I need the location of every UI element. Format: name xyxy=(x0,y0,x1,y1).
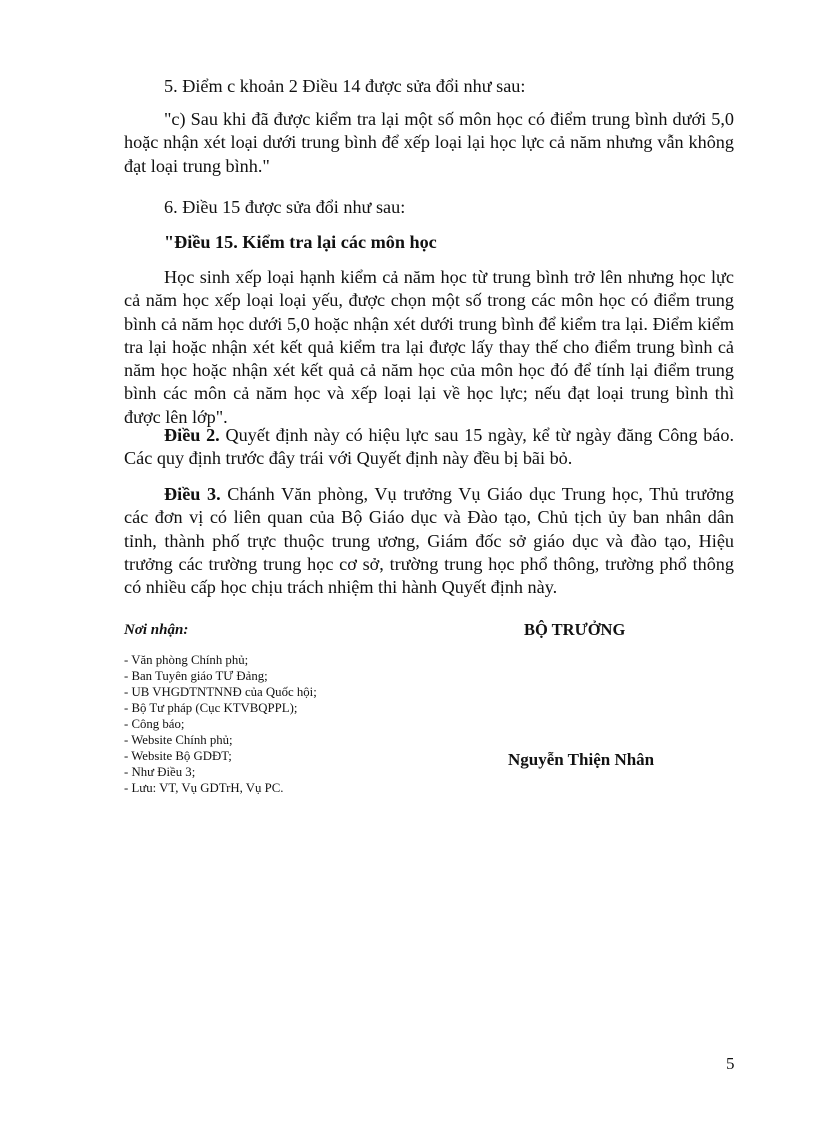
recipient-item: - Website Bộ GDĐT; xyxy=(124,749,232,763)
article-2-text: Quyết định này có hiệu lực sau 15 ngày, kể từ ngày đăng Công báo. Các quy định trước đây trái với Quyết định này đều bị bãi bỏ. xyxy=(124,425,734,469)
signer-name: Nguyễn Thiện Nhân xyxy=(508,750,655,769)
recipient-item: - Như Điều 3; xyxy=(124,765,196,779)
article-15-paragraph: Học sinh xếp loại hạnh kiểm cả năm học từ trung bình trở lên nhưng học lực cả năm học xếp loại loại yếu, được chọn một số trong các môn học có điểm trung bình cả năm học dưới 5,0 hoặc nhận xét dưới trung bình để kiểm tra lại. Điểm kiểm tra lại hoặc nhận xét kết quả kiểm tra lại được lấy thay thế cho điểm trung bình cả năm học hoặc nhận xét kết quả cả năm học của môn học đó để tính lại điểm trung bình các môn cả năm học và xếp loại lại về học lực; nếu đạt loại trung bình thì được lên lớp". xyxy=(124,267,734,427)
article-3-text: Chánh Văn phòng, Vụ trưởng Vụ Giáo dục Trung học, Thủ trưởng các đơn vị có liên quan của Bộ Giáo dục và Đào tạo, Chủ tịch ủy ban nhân dân tỉnh, thành phố trực thuộc trung ương, Giám đốc sở giáo dục và đào tạo, Hiệu trưởng các trường trung học cơ sở, trường trung học phổ thông, trường phổ thông có nhiều cấp học chịu trách nhiệm thi hành Quyết định này. xyxy=(124,484,734,598)
recipient-item: - Lưu: VT, Vụ GDTrH, Vụ PC. xyxy=(124,781,284,795)
article-2-paragraph xyxy=(124,424,734,471)
amendment-5-heading xyxy=(124,75,734,98)
signer-title: BỘ TRƯỞNG xyxy=(524,620,626,639)
article-2-block xyxy=(124,424,734,471)
article-2-label: Điều 2. xyxy=(164,425,220,445)
recipients-heading: Nơi nhận: xyxy=(124,622,189,638)
paragraph-amendment-6: 6. Điều 15 được sửa đổi như sau: xyxy=(164,197,406,217)
recipient-item: - UB VHGDTNTNNĐ của Quốc hội; xyxy=(124,685,317,699)
article-15-heading: "Điều 15. Kiểm tra lại các môn học xyxy=(164,232,437,252)
paragraph-amendment-5: 5. Điểm c khoản 2 Điều 14 được sửa đổi như sau: xyxy=(164,76,526,96)
page-number: 5 xyxy=(726,1054,735,1073)
recipients-list xyxy=(124,652,317,796)
article-15-body xyxy=(124,266,734,429)
article-3-block xyxy=(124,483,734,599)
recipient-item: - Bộ Tư pháp (Cục KTVBQPPL); xyxy=(124,701,298,715)
recipient-item: - Website Chính phủ; xyxy=(124,733,233,747)
recipient-item: - Công báo; xyxy=(124,717,185,731)
recipient-item: - Ban Tuyên giáo TƯ Đảng; xyxy=(124,669,268,683)
article-3-paragraph xyxy=(124,483,734,599)
article-15-title xyxy=(124,231,734,254)
recipient-item: - Văn phòng Chính phủ; xyxy=(124,653,249,667)
paragraph-point-c: "c) Sau khi đã được kiểm tra lại một số môn học có điểm trung bình dưới 5,0 hoặc nhận xét loại dưới trung bình để xếp loại lại học lực cả năm nhưng vẫn không đạt loại trung bình." xyxy=(124,109,734,176)
amendment-6-heading xyxy=(124,196,734,219)
article-3-label: Điều 3. xyxy=(164,484,221,504)
amendment-5c-quote xyxy=(124,108,734,178)
